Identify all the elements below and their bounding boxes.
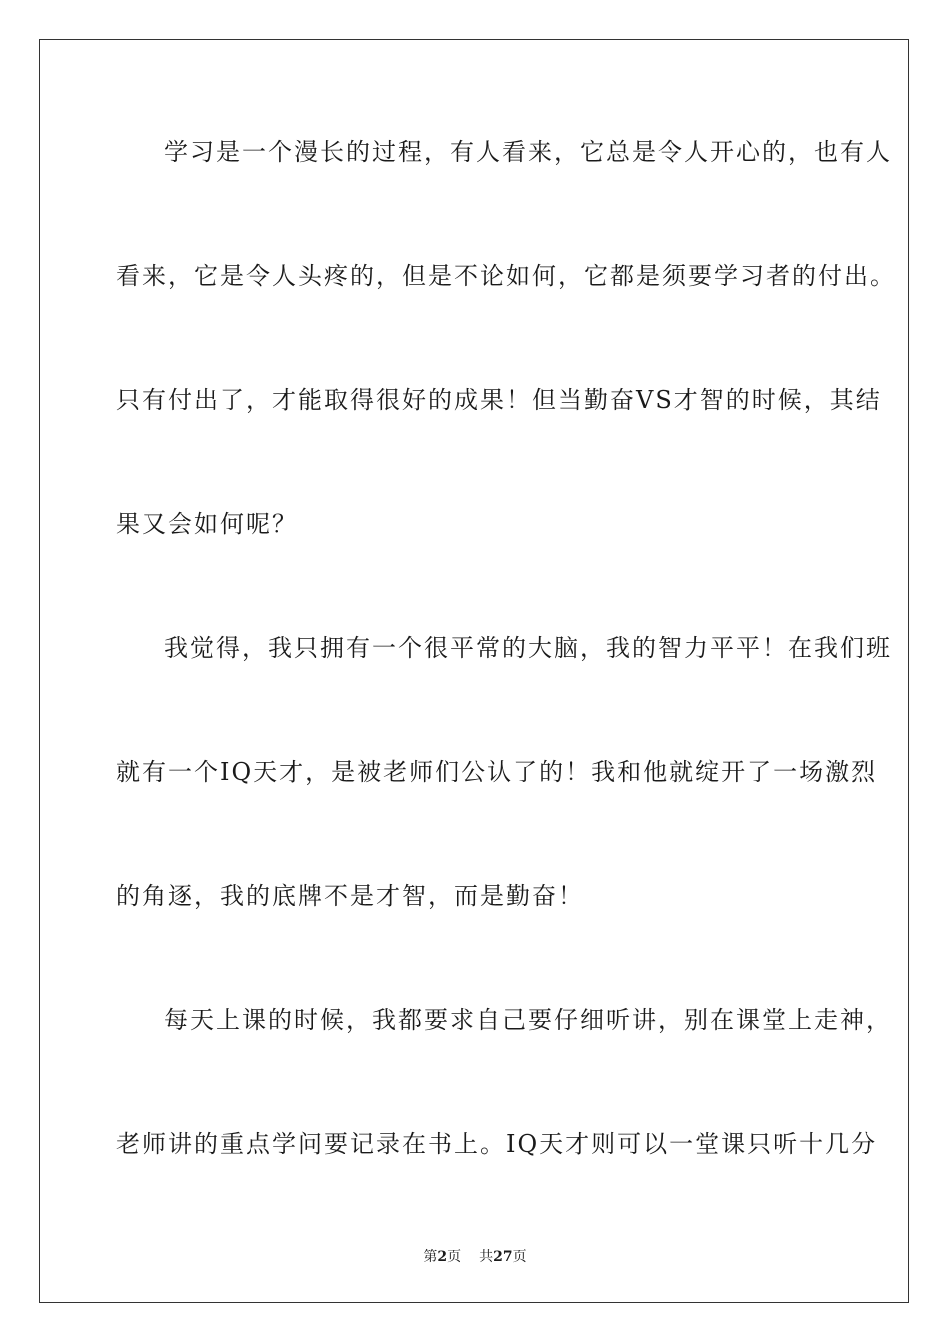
page-border <box>39 39 909 1303</box>
current-page-number: 2 <box>437 1249 448 1265</box>
paragraph-2-line-3: 的角逐，我的底牌不是才智，而是勤奋！ <box>116 882 584 910</box>
page-footer <box>0 1248 950 1266</box>
page-suffix: 页 <box>447 1249 462 1265</box>
total-pages-number: 27 <box>493 1249 513 1265</box>
total-suffix: 页 <box>512 1249 527 1265</box>
paragraph-2-line-1: 我觉得，我只拥有一个很平常的大脑，我的智力平平！在我们班 <box>164 634 892 662</box>
paragraph-2-line-2: 就有一个IQ天才，是被老师们公认了的！我和他就绽开了一场激烈 <box>116 758 878 786</box>
paragraph-1-line-2: 看来，它是令人头疼的，但是不论如何，它都是须要学习者的付出。 <box>116 262 896 290</box>
page-prefix: 第 <box>423 1249 438 1265</box>
paragraph-3-line-1: 每天上课的时候，我都要求自己要仔细听讲，别在课堂上走神， <box>164 1006 892 1034</box>
paragraph-1-line-4: 果又会如何呢？ <box>116 510 298 538</box>
total-prefix: 共 <box>479 1249 494 1265</box>
paragraph-1-line-1: 学习是一个漫长的过程，有人看来，它总是令人开心的，也有人 <box>164 138 892 166</box>
paragraph-3-line-2: 老师讲的重点学问要记录在书上。IQ天才则可以一堂课只听十几分 <box>116 1130 878 1158</box>
paragraph-1-line-3: 只有付出了，才能取得很好的成果！但当勤奋VS才智的时候，其结 <box>116 386 882 414</box>
